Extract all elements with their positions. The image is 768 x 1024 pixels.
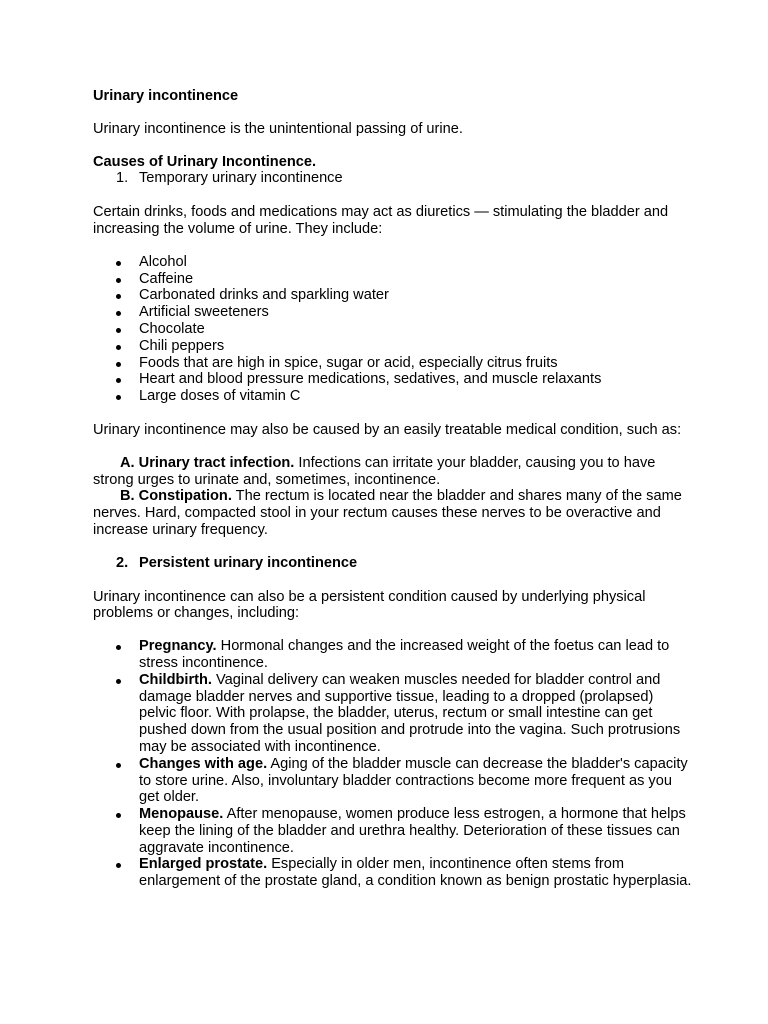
list-item (93, 756, 693, 806)
list-item-text: Foods that are high in spice, sugar or acid, especially citrus fruits (139, 354, 558, 371)
diuretics-list (93, 254, 693, 405)
conditions-lead: Urinary incontinence may also be caused by an easily treatable medical condition, such as: (93, 421, 682, 438)
section2-lead: Urinary incontinence can also be a persistent condition caused by underlying physical problems or changes, including: (93, 588, 646, 622)
bullet-icon (116, 679, 121, 684)
list-item-text: Carbonated drinks and sparkling water (139, 287, 389, 304)
bullet-icon (116, 395, 121, 400)
section1-title: Temporary urinary incontinence (139, 170, 343, 187)
condition-label: B. Constipation. (120, 488, 232, 505)
bullet-icon (116, 378, 121, 383)
bullet-icon (116, 261, 121, 266)
list-item-text: Chocolate (139, 320, 205, 337)
list-item-text: After menopause, women produce less estrogen, a hormone that helps keep the lining of the bladder and urethra healthy. Deterioration of these tissues can aggravate incontinence. (139, 806, 686, 856)
bullet-icon (116, 328, 121, 333)
list-item (93, 321, 693, 338)
bullet-icon (116, 813, 121, 818)
document-body (93, 88, 693, 890)
bullet-icon (116, 294, 121, 299)
condition-constipation (93, 488, 693, 538)
bullet-icon (116, 863, 121, 868)
section1-list (93, 170, 693, 187)
section1-number: 1. (116, 170, 129, 187)
list-item (93, 304, 693, 321)
list-item (93, 371, 693, 388)
list-item-text: Caffeine (139, 270, 194, 287)
list-item (93, 806, 693, 856)
section1-lead: Certain drinks, foods and medications may act as diuretics — stimulating the bladder and increasing the volume of urine. They include: (93, 204, 669, 237)
causes-heading: Causes of Urinary Incontinence. (93, 153, 317, 170)
section2-list (93, 555, 693, 572)
list-item-label: Menopause. (139, 806, 224, 823)
list-item-text: Large doses of vitamin C (139, 388, 301, 405)
condition-label: A. Urinary tract infection. (120, 454, 295, 471)
intro-paragraph: Urinary incontinence is the unintentional passing of urine. (93, 120, 463, 137)
section2-heading (93, 555, 693, 572)
list-item-text: Vaginal delivery can weaken muscles needed for bladder control and damage bladder nerves and supportive tissue, leading to a dropped (prolapsed) pelvic floor. With prolapse, the bladder, uterus, rectum or small intestine can get pushed down from the usual position and protrude into the vagina. Such protrusions may be associated with incontinence. (139, 671, 681, 755)
bullet-icon (116, 645, 121, 650)
persistent-causes-list (93, 638, 693, 890)
condition-text: Infections can irritate your bladder, causing you to have strong urges to urinate and, sometimes, incontinence. (93, 454, 656, 488)
list-item (93, 271, 693, 288)
list-item-text: Hormonal changes and the increased weight of the foetus can lead to stress incontinence. (139, 638, 670, 671)
bullet-icon (116, 763, 121, 768)
list-item (93, 338, 693, 355)
list-item (93, 388, 693, 405)
list-item-text: Alcohol (139, 253, 187, 270)
list-item-text: Heart and blood pressure medications, sedatives, and muscle relaxants (139, 371, 602, 388)
list-item-text: Aging of the bladder muscle can decrease the bladder's capacity to store urine. Also, involuntary bladder contractions become more frequent as you get older. (139, 755, 688, 806)
section2-number: 2. (116, 554, 129, 571)
bullet-icon (116, 345, 121, 350)
list-item-text: Chili peppers (139, 337, 225, 354)
section2-title: Persistent urinary incontinence (139, 554, 358, 571)
list-item-text: Especially in older men, incontinence often stems from enlargement of the prostate gland, a condition known as benign prostatic hyperplasia. (139, 856, 692, 890)
list-item (93, 287, 693, 304)
bullet-icon (116, 362, 121, 367)
list-item-label: Enlarged prostate. (139, 856, 268, 873)
section1-heading (93, 170, 693, 187)
list-item-label: Pregnancy. (139, 638, 217, 655)
list-item (93, 254, 693, 271)
document-title: Urinary incontinence (93, 88, 239, 104)
list-item (93, 638, 693, 672)
list-item-label: Changes with age. (139, 755, 268, 772)
list-item-text: Artificial sweeteners (139, 304, 269, 321)
condition-text: The rectum is located near the bladder and shares many of the same nerves. Hard, compacted stool in your rectum causes these nerves to be overactive and increase urinary frequency. (93, 488, 682, 538)
condition-uti (93, 455, 693, 489)
list-item (93, 672, 693, 756)
list-item (93, 856, 693, 890)
bullet-icon (116, 278, 121, 283)
list-item-label: Childbirth. (139, 671, 212, 688)
bullet-icon (116, 311, 121, 316)
list-item (93, 355, 693, 372)
